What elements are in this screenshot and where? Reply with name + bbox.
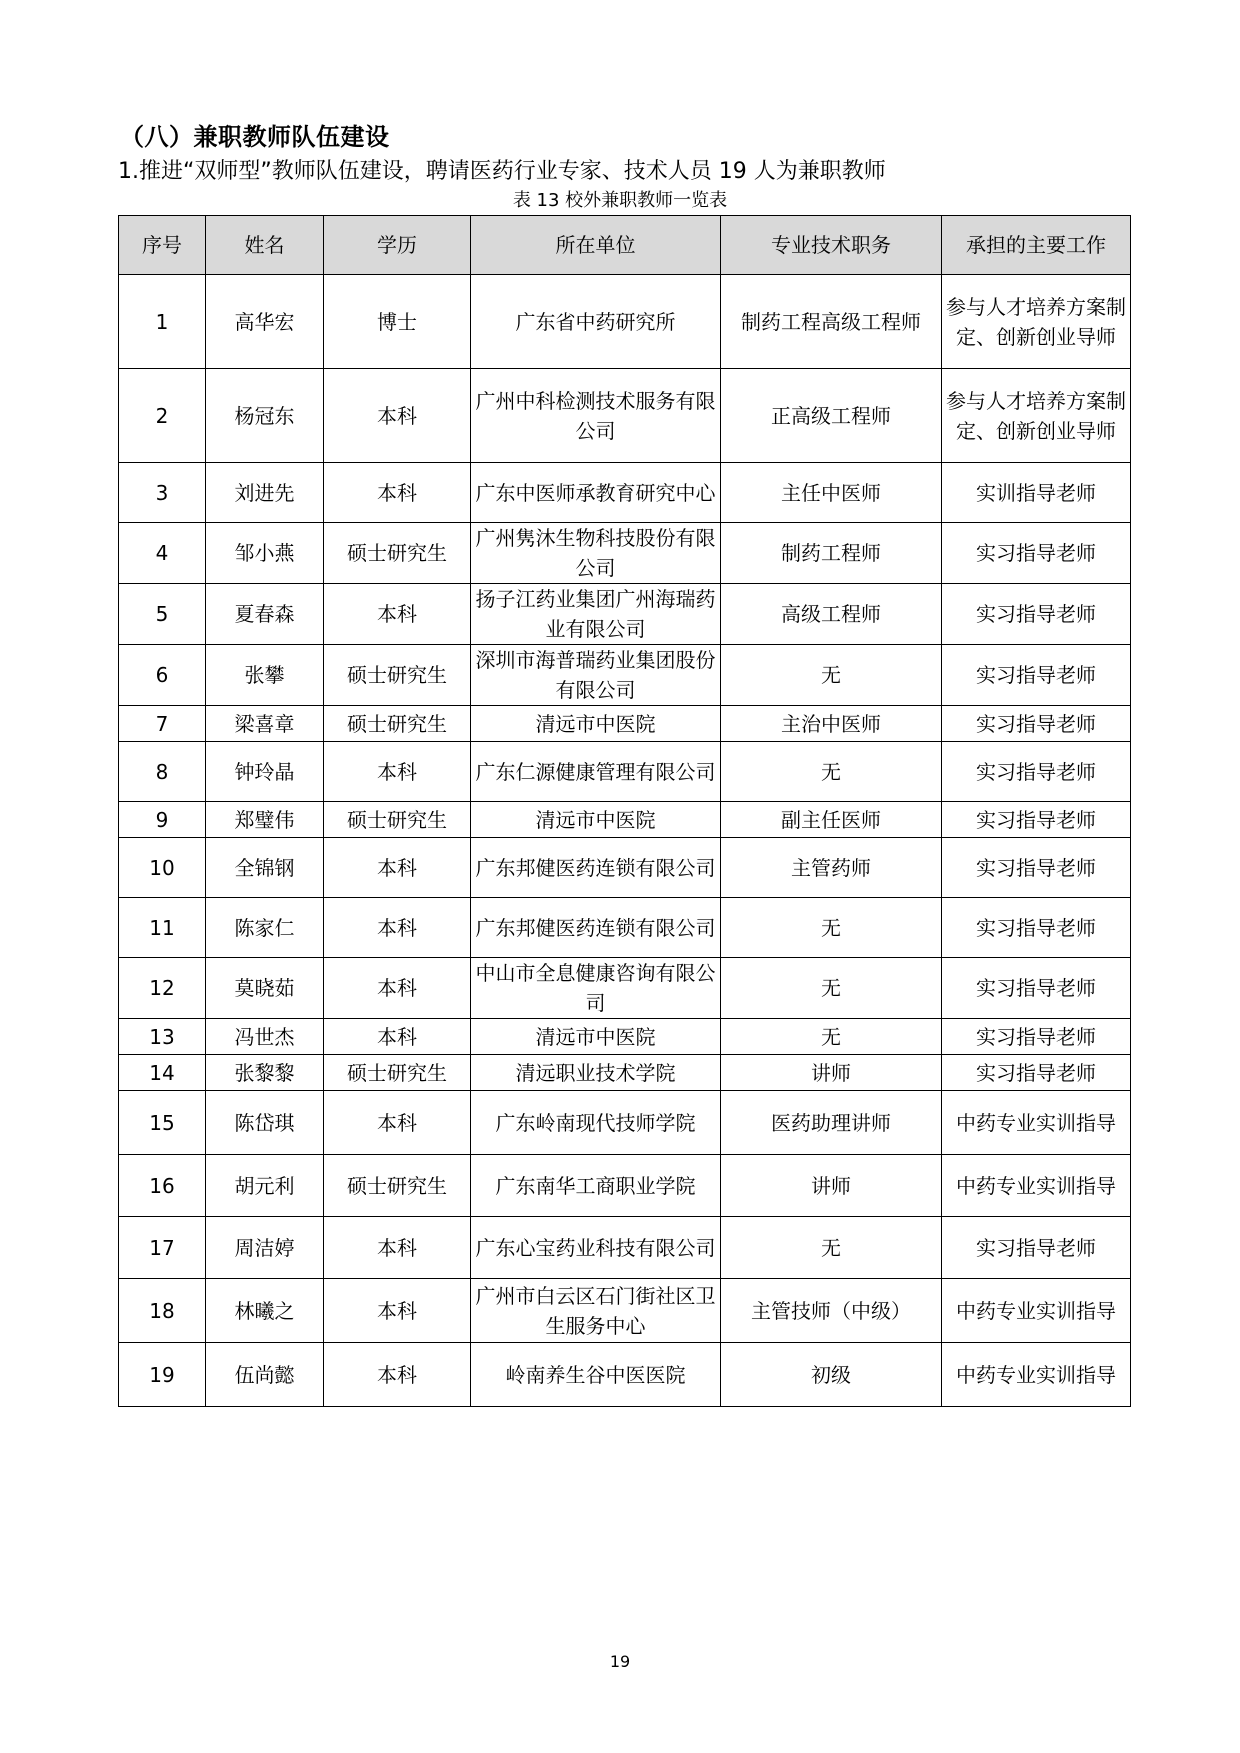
cell-work: 中药专业实训指导 <box>942 1091 1131 1155</box>
cell-unit: 清远市中医院 <box>471 1019 721 1055</box>
table-row <box>119 802 1131 838</box>
page-number: 19 <box>609 1652 631 1671</box>
cell-no: 3 <box>119 463 206 523</box>
cell-unit: 广东心宝药业科技有限公司 <box>471 1217 721 1279</box>
cell-title: 制药工程高级工程师 <box>721 275 942 369</box>
cell-title: 无 <box>721 1217 942 1279</box>
cell-no: 5 <box>119 584 206 645</box>
cell-work: 实习指导老师 <box>942 1055 1131 1091</box>
cell-title: 主管药师 <box>721 838 942 898</box>
table-row <box>119 1343 1131 1407</box>
table-row <box>119 1019 1131 1055</box>
header-unit: 所在单位 <box>471 216 721 275</box>
cell-no: 2 <box>119 369 206 463</box>
cell-unit: 广东仁源健康管理有限公司 <box>471 742 721 802</box>
cell-title: 制药工程师 <box>721 523 942 584</box>
cell-title: 医药助理讲师 <box>721 1091 942 1155</box>
cell-title: 无 <box>721 958 942 1019</box>
cell-title: 讲师 <box>721 1055 942 1091</box>
table-row <box>119 1155 1131 1217</box>
cell-title: 副主任医师 <box>721 802 942 838</box>
cell-title: 主治中医师 <box>721 706 942 742</box>
table-row <box>119 1091 1131 1155</box>
cell-title: 无 <box>721 742 942 802</box>
table-row <box>119 645 1131 706</box>
table-row <box>119 1055 1131 1091</box>
cell-no: 15 <box>119 1091 206 1155</box>
cell-name: 伍尚懿 <box>206 1343 324 1407</box>
table-header-row <box>119 216 1131 275</box>
cell-unit: 广东省中药研究所 <box>471 275 721 369</box>
cell-title: 无 <box>721 898 942 958</box>
cell-name: 胡元利 <box>206 1155 324 1217</box>
cell-title: 主任中医师 <box>721 463 942 523</box>
cell-work: 实习指导老师 <box>942 898 1131 958</box>
cell-unit: 广东岭南现代技师学院 <box>471 1091 721 1155</box>
cell-name: 梁喜章 <box>206 706 324 742</box>
table-caption: 表 13 校外兼职教师一览表 <box>512 190 728 211</box>
cell-work: 中药专业实训指导 <box>942 1155 1131 1217</box>
table-row <box>119 584 1131 645</box>
cell-title: 正高级工程师 <box>721 369 942 463</box>
table-row <box>119 275 1131 369</box>
table-row <box>119 1217 1131 1279</box>
cell-degree: 硕士研究生 <box>324 802 471 838</box>
cell-no: 6 <box>119 645 206 706</box>
cell-title: 高级工程师 <box>721 584 942 645</box>
cell-unit: 广州隽沐生物科技股份有限公司 <box>471 523 721 584</box>
cell-degree: 硕士研究生 <box>324 706 471 742</box>
cell-work: 实习指导老师 <box>942 706 1131 742</box>
cell-name: 林曦之 <box>206 1279 324 1343</box>
cell-degree: 硕士研究生 <box>324 645 471 706</box>
cell-no: 16 <box>119 1155 206 1217</box>
section-title: （八）兼职教师队伍建设 <box>120 123 390 151</box>
cell-work: 实习指导老师 <box>942 584 1131 645</box>
header-title: 专业技术职务 <box>721 216 942 275</box>
cell-name: 张黎黎 <box>206 1055 324 1091</box>
cell-name: 郑璧伟 <box>206 802 324 838</box>
cell-degree: 本科 <box>324 838 471 898</box>
cell-no: 17 <box>119 1217 206 1279</box>
cell-unit: 广东邦健医药连锁有限公司 <box>471 898 721 958</box>
header-no: 序号 <box>119 216 206 275</box>
part-time-teachers-table <box>118 215 1131 1407</box>
cell-no: 12 <box>119 958 206 1019</box>
cell-no: 19 <box>119 1343 206 1407</box>
cell-no: 4 <box>119 523 206 584</box>
cell-unit: 广东邦健医药连锁有限公司 <box>471 838 721 898</box>
cell-unit: 清远市中医院 <box>471 706 721 742</box>
cell-unit: 广东中医师承教育研究中心 <box>471 463 721 523</box>
cell-unit: 清远市中医院 <box>471 802 721 838</box>
cell-title: 讲师 <box>721 1155 942 1217</box>
table-row <box>119 369 1131 463</box>
cell-degree: 本科 <box>324 369 471 463</box>
cell-title: 初级 <box>721 1343 942 1407</box>
cell-work: 中药专业实训指导 <box>942 1343 1131 1407</box>
cell-name: 钟玲晶 <box>206 742 324 802</box>
header-work: 承担的主要工作 <box>942 216 1131 275</box>
cell-work: 实习指导老师 <box>942 523 1131 584</box>
cell-work: 实习指导老师 <box>942 1217 1131 1279</box>
cell-name: 陈家仁 <box>206 898 324 958</box>
cell-unit: 扬子江药业集团广州海瑞药业有限公司 <box>471 584 721 645</box>
cell-unit: 广州中科检测技术服务有限公司 <box>471 369 721 463</box>
cell-no: 7 <box>119 706 206 742</box>
cell-no: 13 <box>119 1019 206 1055</box>
table-row <box>119 523 1131 584</box>
cell-name: 全锦钢 <box>206 838 324 898</box>
cell-name: 高华宏 <box>206 275 324 369</box>
cell-degree: 本科 <box>324 1091 471 1155</box>
cell-name: 张攀 <box>206 645 324 706</box>
header-degree: 学历 <box>324 216 471 275</box>
cell-work: 参与人才培养方案制定、创新创业导师 <box>942 275 1131 369</box>
table-row <box>119 706 1131 742</box>
table-row <box>119 1279 1131 1343</box>
header-name: 姓名 <box>206 216 324 275</box>
cell-work: 中药专业实训指导 <box>942 1279 1131 1343</box>
cell-degree: 本科 <box>324 1343 471 1407</box>
cell-work: 实习指导老师 <box>942 645 1131 706</box>
cell-work: 实习指导老师 <box>942 1019 1131 1055</box>
cell-work: 实习指导老师 <box>942 838 1131 898</box>
table-body <box>119 275 1131 1407</box>
subsection-title: 1.推进“双师型”教师队伍建设，聘请医药行业专家、技术人员 19 人为兼职教师 <box>118 159 886 184</box>
cell-name: 刘进先 <box>206 463 324 523</box>
cell-no: 10 <box>119 838 206 898</box>
cell-degree: 本科 <box>324 1217 471 1279</box>
cell-title: 主管技师（中级） <box>721 1279 942 1343</box>
cell-name: 莫晓茹 <box>206 958 324 1019</box>
cell-unit: 广东南华工商职业学院 <box>471 1155 721 1217</box>
cell-name: 杨冠东 <box>206 369 324 463</box>
cell-degree: 本科 <box>324 463 471 523</box>
cell-degree: 硕士研究生 <box>324 523 471 584</box>
cell-degree: 硕士研究生 <box>324 1155 471 1217</box>
cell-degree: 博士 <box>324 275 471 369</box>
cell-degree: 本科 <box>324 584 471 645</box>
table-row <box>119 898 1131 958</box>
cell-no: 18 <box>119 1279 206 1343</box>
cell-work: 实训指导老师 <box>942 463 1131 523</box>
cell-degree: 本科 <box>324 898 471 958</box>
cell-name: 冯世杰 <box>206 1019 324 1055</box>
cell-degree: 本科 <box>324 1019 471 1055</box>
cell-no: 8 <box>119 742 206 802</box>
table-row <box>119 463 1131 523</box>
table-header <box>119 216 1131 275</box>
cell-title: 无 <box>721 645 942 706</box>
cell-work: 参与人才培养方案制定、创新创业导师 <box>942 369 1131 463</box>
table-row <box>119 838 1131 898</box>
cell-unit: 广州市白云区石门街社区卫生服务中心 <box>471 1279 721 1343</box>
cell-degree: 本科 <box>324 1279 471 1343</box>
table-row <box>119 958 1131 1019</box>
cell-unit: 中山市全息健康咨询有限公司 <box>471 958 721 1019</box>
cell-name: 夏春森 <box>206 584 324 645</box>
cell-title: 无 <box>721 1019 942 1055</box>
cell-degree: 本科 <box>324 742 471 802</box>
cell-unit: 岭南养生谷中医医院 <box>471 1343 721 1407</box>
cell-name: 陈岱琪 <box>206 1091 324 1155</box>
cell-no: 14 <box>119 1055 206 1091</box>
cell-no: 11 <box>119 898 206 958</box>
cell-work: 实习指导老师 <box>942 958 1131 1019</box>
table-row <box>119 742 1131 802</box>
cell-work: 实习指导老师 <box>942 742 1131 802</box>
cell-no: 9 <box>119 802 206 838</box>
cell-name: 周洁婷 <box>206 1217 324 1279</box>
cell-unit: 深圳市海普瑞药业集团股份有限公司 <box>471 645 721 706</box>
cell-no: 1 <box>119 275 206 369</box>
cell-degree: 硕士研究生 <box>324 1055 471 1091</box>
cell-work: 实习指导老师 <box>942 802 1131 838</box>
cell-unit: 清远职业技术学院 <box>471 1055 721 1091</box>
cell-degree: 本科 <box>324 958 471 1019</box>
cell-name: 邹小燕 <box>206 523 324 584</box>
